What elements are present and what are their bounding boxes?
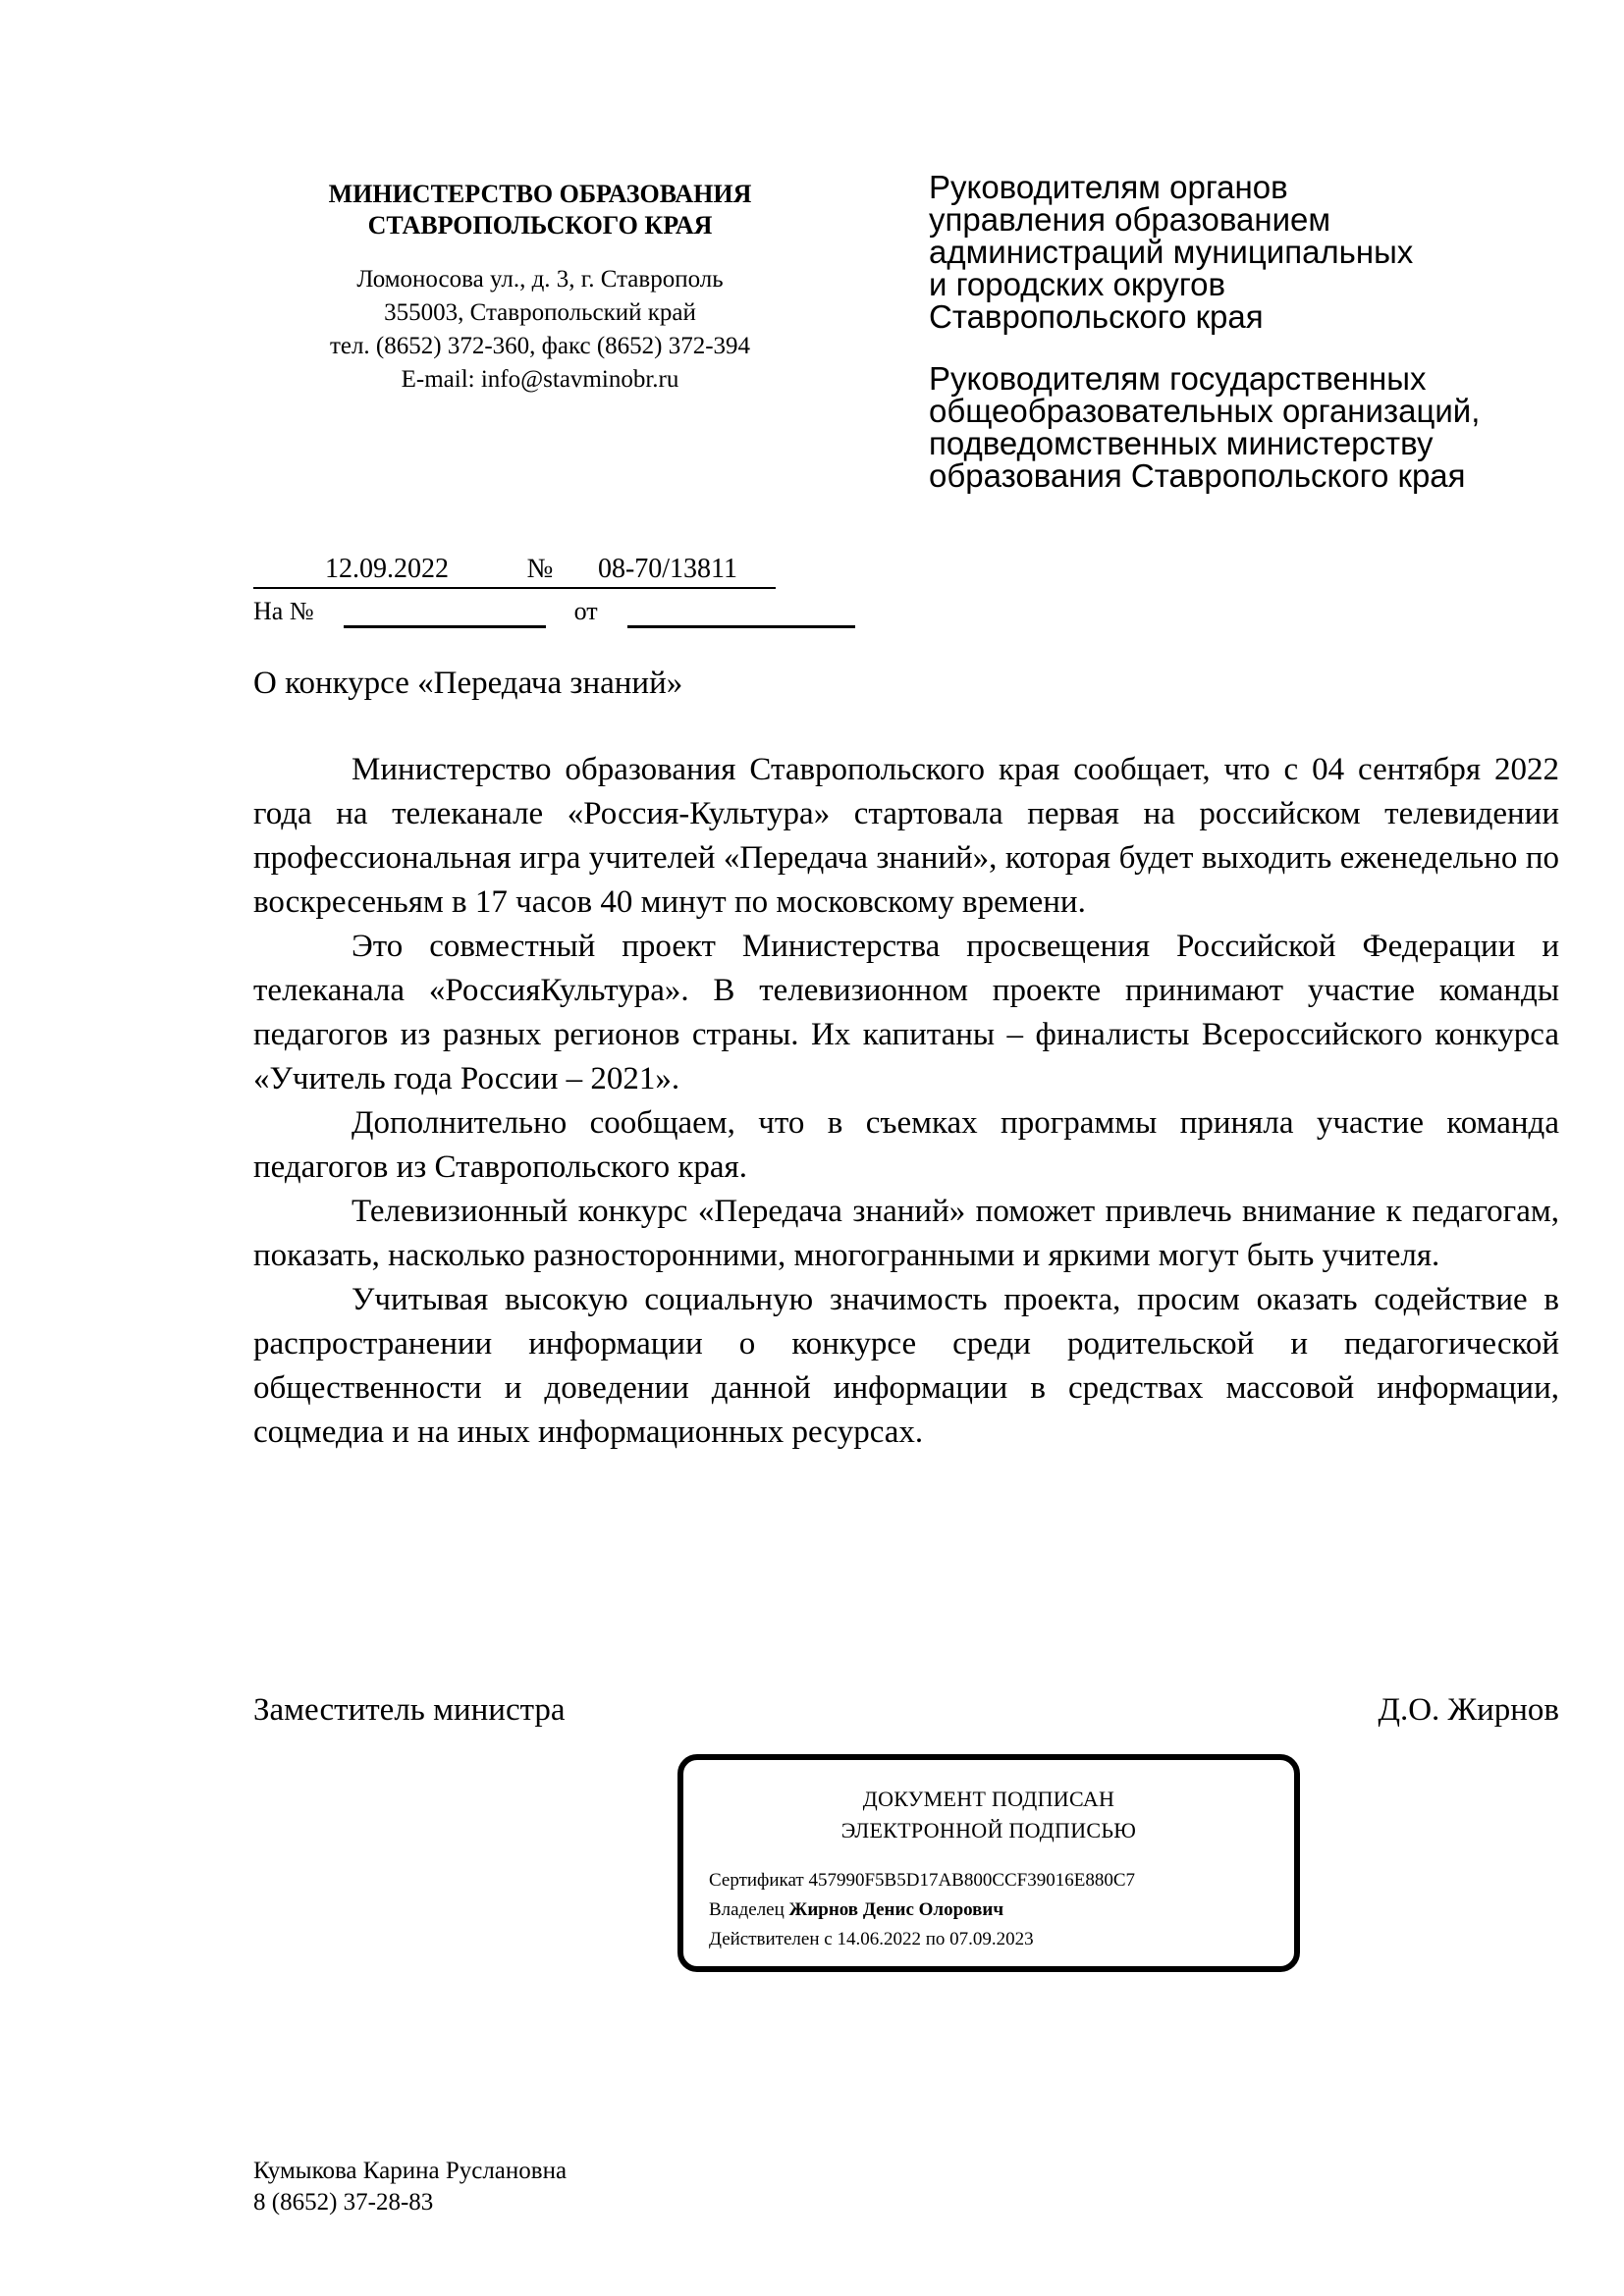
validity-from-word: с [824,1929,833,1949]
recipients-block [929,171,1557,492]
owner-value: Жирнов Денис Олорович [788,1899,1004,1920]
validity-from-date: 14.06.2022 [837,1929,921,1949]
recipient-line: общеобразовательных организаций, [929,393,1481,429]
stamp-title-line: ЭЛЕКТРОННОЙ ПОДПИСЬЮ [840,1818,1137,1842]
email-line: E-mail: info@stavminobr.ru [401,366,679,393]
recipient-line: управления образованием [929,201,1331,238]
reference-number-blank [344,598,546,628]
executor-name: Кумыкова Карина Руслановна [253,2158,568,2184]
registration-number: 08-70/13811 [560,552,776,589]
executor-phone: 8 (8652) 37-28-83 [253,2189,434,2216]
owner-label: Владелец [709,1899,785,1920]
body-paragraph: Министерство образования Ставропольского края сообщает, что с 04 сентября 2022 года на телеканале «Россия-Культура» стартовала первая на российском телевидении профессиональная игра учителей «Передача знаний», которая будет выходить еженедельно по воскресеньям в 17 часов 40 минут по московскому времени. [253,752,1559,920]
recipient-line: подведомственных министерству [929,425,1434,461]
stamp-title-line: ДОКУМЕНТ ПОДПИСАН [862,1787,1115,1811]
e-signature-stamp [677,1754,1300,1972]
validity-label: Действителен [709,1929,820,1949]
body-paragraph: Это совместный проект Министерства просвещения Российской Федерации и телеканала «РоссияКультура». В телевизионном проекте принимают участие команды педагогов из разных регионов страны. Их капитаны – финалисты Всероссийского конкурса «Учитель года России – 2021». [253,929,1559,1096]
stamp-validity-row [709,1927,1034,1952]
certificate-label: Сертификат [709,1870,804,1891]
stamp-title [683,1784,1294,1846]
signer-position: Заместитель министра [253,1692,566,1728]
signer-name: Д.О. Жирнов [1378,1692,1559,1728]
sender-address [226,263,854,397]
ministry-name-line1: МИНИСТЕРСТВО ОБРАЗОВАНИЯ [328,180,752,208]
body-paragraph: Дополнительно сообщаем, что в съемках программы приняла участие команда педагогов из Ставропольского края. [253,1105,1559,1185]
registration-line [253,552,776,591]
number-sign: № [520,552,560,589]
validity-to-word: по [925,1929,946,1949]
stamp-certificate-row [709,1868,1135,1894]
address-line: 355003, Ставропольский край [384,299,696,326]
recipient-line: образования Ставропольского края [929,457,1466,494]
recipient-line: администраций муниципальных [929,234,1414,270]
phone-line: тел. (8652) 372-360, факс (8652) 372-394 [329,333,751,359]
recipient-line: и городских округов [929,266,1226,302]
stamp-owner-row [709,1897,1003,1923]
address-line: Ломоносова ул., д. 3, г. Ставрополь [356,266,724,293]
reference-date-blank [627,598,855,628]
sender-block [226,179,854,397]
recipient-group-1 [929,171,1557,333]
certificate-value: 457990F5B5D17AB800CCF39016E880C7 [808,1870,1136,1891]
recipient-line: Руководителям органов [929,169,1288,205]
reference-label: На № [253,597,314,625]
recipient-line: Руководителям государственных [929,360,1427,397]
reference-line [253,595,855,628]
recipient-line: Ставропольского края [929,298,1264,335]
letter-subject: О конкурсе «Передача знаний» [253,666,683,701]
body-paragraph: Телевизионный конкурс «Передача знаний» поможет привлечь внимание к педагогам, показать, насколько разносторонними, многогранными и яркими могут быть учителя. [253,1194,1559,1273]
recipient-group-2 [929,362,1557,492]
body-paragraph: Учитывая высокую социальную значимость проекта, просим оказать содействие в распространении информации о конкурсе среди родительской и педагогической общественности и доведении данной информации в средствах массовой информации, соцмедиа и на иных информационных ресурсах. [253,1282,1559,1450]
reference-from-label: от [573,597,598,625]
letter-body [253,748,1559,1455]
validity-to-date: 07.09.2023 [949,1929,1034,1949]
registration-date: 12.09.2022 [253,552,520,589]
ministry-name-line2: СТАВРОПОЛЬСКОГО КРАЯ [367,211,713,240]
executor-contact [253,2156,567,2218]
